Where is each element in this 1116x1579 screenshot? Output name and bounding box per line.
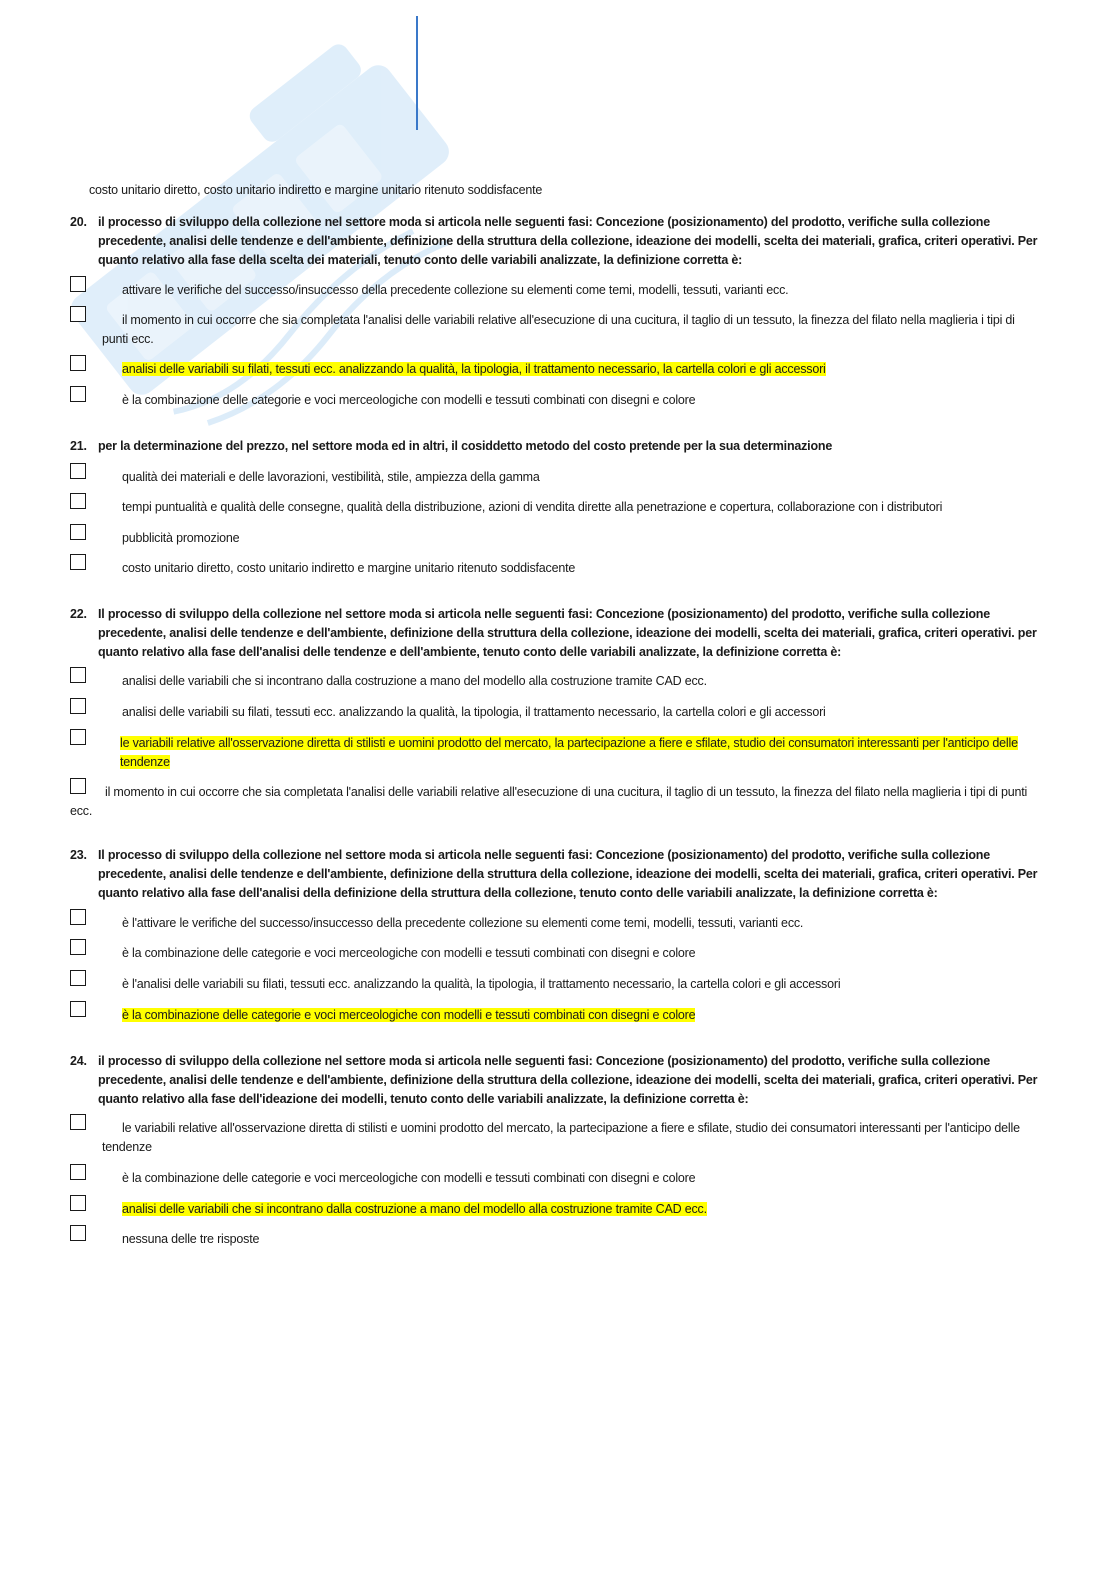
question-23 (70, 846, 1044, 903)
checkbox[interactable] (70, 909, 86, 925)
option-text-highlighted: analisi delle variabili che si incontrano dalla costruzione a mano del modello alla costruzione tramite CAD ecc. (122, 1202, 707, 1216)
checkbox[interactable] (70, 970, 86, 986)
option-21-b[interactable] (70, 498, 1044, 517)
checkbox[interactable] (70, 306, 86, 322)
question-text: per la determinazione del prezzo, nel settore moda ed in altri, il cosiddetto metodo del costo pretende per la sua determinazione (98, 439, 833, 453)
option-text-highlighted: è la combinazione delle categorie e voci merceologiche con modelli e tessuti combinati con disegni e colore (122, 1008, 696, 1022)
question-text: Il processo di sviluppo della collezione nel settore moda si articola nelle seguenti fasi: Concezione (posizionamento) del prodotto, verifiche sulla collezione precedente, analisi delle tendenze e dell'ambiente, definizione della struttura della collezione, ideazione dei modelli, scelta dei materiali, grafica, criteri operativi. per quanto relativo alla fase dell'analisi delle tendenze e dell'ambiente, tenuto conto delle variabili analizzate, la definizione corretta è: (98, 607, 1037, 659)
question-number: 20. (70, 215, 87, 229)
checkbox[interactable] (70, 386, 86, 402)
option-20-b[interactable] (70, 311, 1044, 349)
checkbox[interactable] (70, 1225, 86, 1241)
checkbox[interactable] (70, 554, 86, 570)
option-21-c[interactable] (70, 529, 1044, 548)
option-text: il momento in cui occorre che sia completata l'analisi delle variabili relative all'esecuzione di una cucitura, il taglio di un tessuto, la finezza del filato nella maglieria i tipi di punti ecc. (70, 785, 1028, 818)
question-text: il processo di sviluppo della collezione nel settore moda si articola nelle seguenti fasi: Concezione (posizionamento) del prodotto, verifiche sulla collezione precedente, analisi delle tendenze e dell'ambiente, definizione della struttura della collezione, ideazione dei modelli, scelta dei materiali, grafica, criteri operativi. Per quanto relativo alla fase della scelta dei materiali, tenuto conto delle variabili analizzate, la definizione corretta è: (98, 215, 1038, 267)
question-number: 24. (70, 1054, 87, 1068)
option-24-d[interactable] (70, 1230, 1044, 1249)
option-text: analisi delle variabili che si incontrano dalla costruzione a mano del modello alla costruzione tramite CAD ecc. (122, 674, 707, 688)
option-23-d[interactable] (70, 1006, 1044, 1025)
question-number: 23. (70, 848, 87, 862)
question-text: Il processo di sviluppo della collezione nel settore moda si articola nelle seguenti fasi: Concezione (posizionamento) del prodotto, verifiche sulla collezione precedente, analisi delle tendenze e dell'ambiente, definizione della struttura della collezione, ideazione dei modelli, scelta dei materiali, grafica, criteri operativi. Per quanto relativo alla fase dell'analisi della definizione della struttura della collezione, tenuto conto delle variabili analizzate, la definizione corretta è: (98, 848, 1038, 900)
option-20-a[interactable] (70, 281, 1044, 300)
option-24-b[interactable] (70, 1169, 1044, 1188)
option-22-a[interactable] (70, 672, 1044, 691)
question-22 (70, 605, 1044, 662)
checkbox[interactable] (70, 667, 86, 683)
checkbox[interactable] (70, 463, 86, 479)
checkbox[interactable] (70, 1114, 86, 1130)
option-23-a[interactable] (70, 914, 1044, 933)
option-20-d[interactable] (70, 391, 1044, 410)
option-text: è la combinazione delle categorie e voci merceologiche con modelli e tessuti combinati con disegni e colore (122, 946, 696, 960)
option-text-highlighted: le variabili relative all'osservazione diretta di stilisti e uomini prodotto del mercato, la partecipazione a fiere e sfilate, studio dei consumatori interessanti per l'anticipo delle tendenze (120, 736, 1018, 769)
question-text: il processo di sviluppo della collezione nel settore moda si articola nelle seguenti fasi: Concezione (posizionamento) del prodotto, verifiche sulla collezione precedente, analisi delle tendenze e dell'ambiente, definizione della struttura della collezione, ideazione dei modelli, scelta dei materiali, grafica, criteri operativi. Per quanto relativo alla fase dell'ideazione dei modelli, tenuto conto delle variabili analizzate, la definizione corretta è: (98, 1054, 1038, 1106)
checkbox[interactable] (70, 355, 86, 371)
option-22-c[interactable] (70, 734, 1044, 772)
option-text: tempi puntualità e qualità delle consegne, qualità della distribuzione, azioni di vendita dirette alla penetrazione e copertura, collaborazione con i distributori (122, 500, 943, 514)
vertical-rule (416, 16, 418, 130)
option-23-c[interactable] (70, 975, 1044, 994)
checkbox[interactable] (70, 698, 86, 714)
checkbox[interactable] (70, 778, 86, 794)
lead-text: costo unitario diretto, costo unitario indiretto e margine unitario ritenuto soddisfacente (89, 183, 543, 197)
option-24-a[interactable] (70, 1119, 1044, 1157)
option-text: è l'analisi delle variabili su filati, tessuti ecc. analizzando la qualità, la tipologia, il trattamento necessario, la cartella colori e gli accessori (122, 977, 841, 991)
question-24 (70, 1052, 1044, 1109)
checkbox[interactable] (70, 939, 86, 955)
checkbox[interactable] (70, 524, 86, 540)
option-22-d[interactable] (70, 783, 1044, 821)
option-24-c[interactable] (70, 1200, 1044, 1219)
option-text: costo unitario diretto, costo unitario indiretto e margine unitario ritenuto soddisfacente (122, 561, 576, 575)
checkbox[interactable] (70, 729, 86, 745)
checkbox[interactable] (70, 493, 86, 509)
question-21 (70, 437, 1044, 456)
option-text: il momento in cui occorre che sia completata l'analisi delle variabili relative all'esecuzione di una cucitura, il taglio di un tessuto, la finezza del filato nella maglieria i tipi di punti ecc. (102, 313, 1015, 346)
option-text: è la combinazione delle categorie e voci merceologiche con modelli e tessuti combinati con disegni e colore (122, 393, 696, 407)
option-text: è l'attivare le verifiche del successo/insuccesso della precedente collezione su elementi come temi, modelli, tessuti, varianti ecc. (122, 916, 804, 930)
question-20 (70, 213, 1044, 270)
option-20-c[interactable] (70, 360, 1044, 379)
option-text: analisi delle variabili su filati, tessuti ecc. analizzando la qualità, la tipologia, il trattamento necessario, la cartella colori e gli accessori (122, 705, 826, 719)
option-text: le variabili relative all'osservazione diretta di stilisti e uomini prodotto del mercato, la partecipazione a fiere e sfilate, studio dei consumatori interessanti per l'anticipo delle tendenze (102, 1121, 1020, 1154)
option-text: attivare le verifiche del successo/insuccesso della precedente collezione su elementi come temi, modelli, tessuti, varianti ecc. (122, 283, 789, 297)
option-23-b[interactable] (70, 944, 1044, 963)
checkbox[interactable] (70, 1001, 86, 1017)
option-text: qualità dei materiali e delle lavorazioni, vestibilità, stile, ampiezza della gamma (122, 470, 540, 484)
option-text: è la combinazione delle categorie e voci merceologiche con modelli e tessuti combinati con disegni e colore (122, 1171, 696, 1185)
checkbox[interactable] (70, 276, 86, 292)
checkbox[interactable] (70, 1195, 86, 1211)
option-21-a[interactable] (70, 468, 1044, 487)
option-21-d[interactable] (70, 559, 1044, 578)
option-text: nessuna delle tre risposte (122, 1232, 260, 1246)
option-22-b[interactable] (70, 703, 1044, 722)
option-text-highlighted: analisi delle variabili su filati, tessuti ecc. analizzando la qualità, la tipologia, il trattamento necessario, la cartella colori e gli accessori (122, 362, 826, 376)
option-text: pubblicità promozione (122, 531, 240, 545)
checkbox[interactable] (70, 1164, 86, 1180)
question-number: 21. (70, 439, 87, 453)
question-number: 22. (70, 607, 87, 621)
